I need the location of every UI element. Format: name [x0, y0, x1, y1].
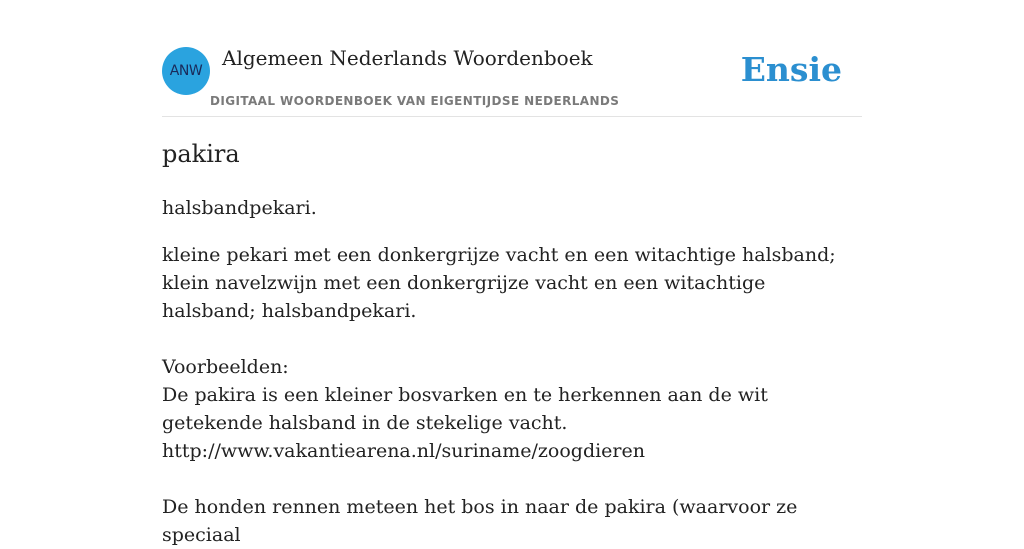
anw-logo[interactable]	[162, 47, 210, 95]
entry-synonym: halsbandpekari.	[162, 197, 317, 219]
logo-text: ANW	[169, 63, 203, 79]
site-subtitle: DIGITAAL WOORDENBOEK VAN EIGENTIJDSE NEDERLANDS	[210, 94, 620, 108]
dictionary-entry	[162, 138, 842, 549]
entry-definition: kleine pekari met een donkergrijze vacht en een witachtige halsband; klein navelzwijn met een donkergrijze vacht en een witachtige halsband; halsbandpekari. Voorbeelden: De pakira is een kleiner bosvarken en te herkennen aan de wit getekende halsband in de stekelige vacht. http://www.vakantiearena.nl/suriname/zoogdieren De honden rennen meteen het bos in naar de pakira (waarvoor ze speciaal	[162, 244, 836, 546]
entry-headword: pakira	[162, 140, 240, 168]
site-title[interactable]: Algemeen Nederlands Woordenboek	[222, 46, 593, 70]
ensie-brand-link[interactable]: Ensie	[740, 50, 842, 89]
site-header	[162, 40, 862, 117]
